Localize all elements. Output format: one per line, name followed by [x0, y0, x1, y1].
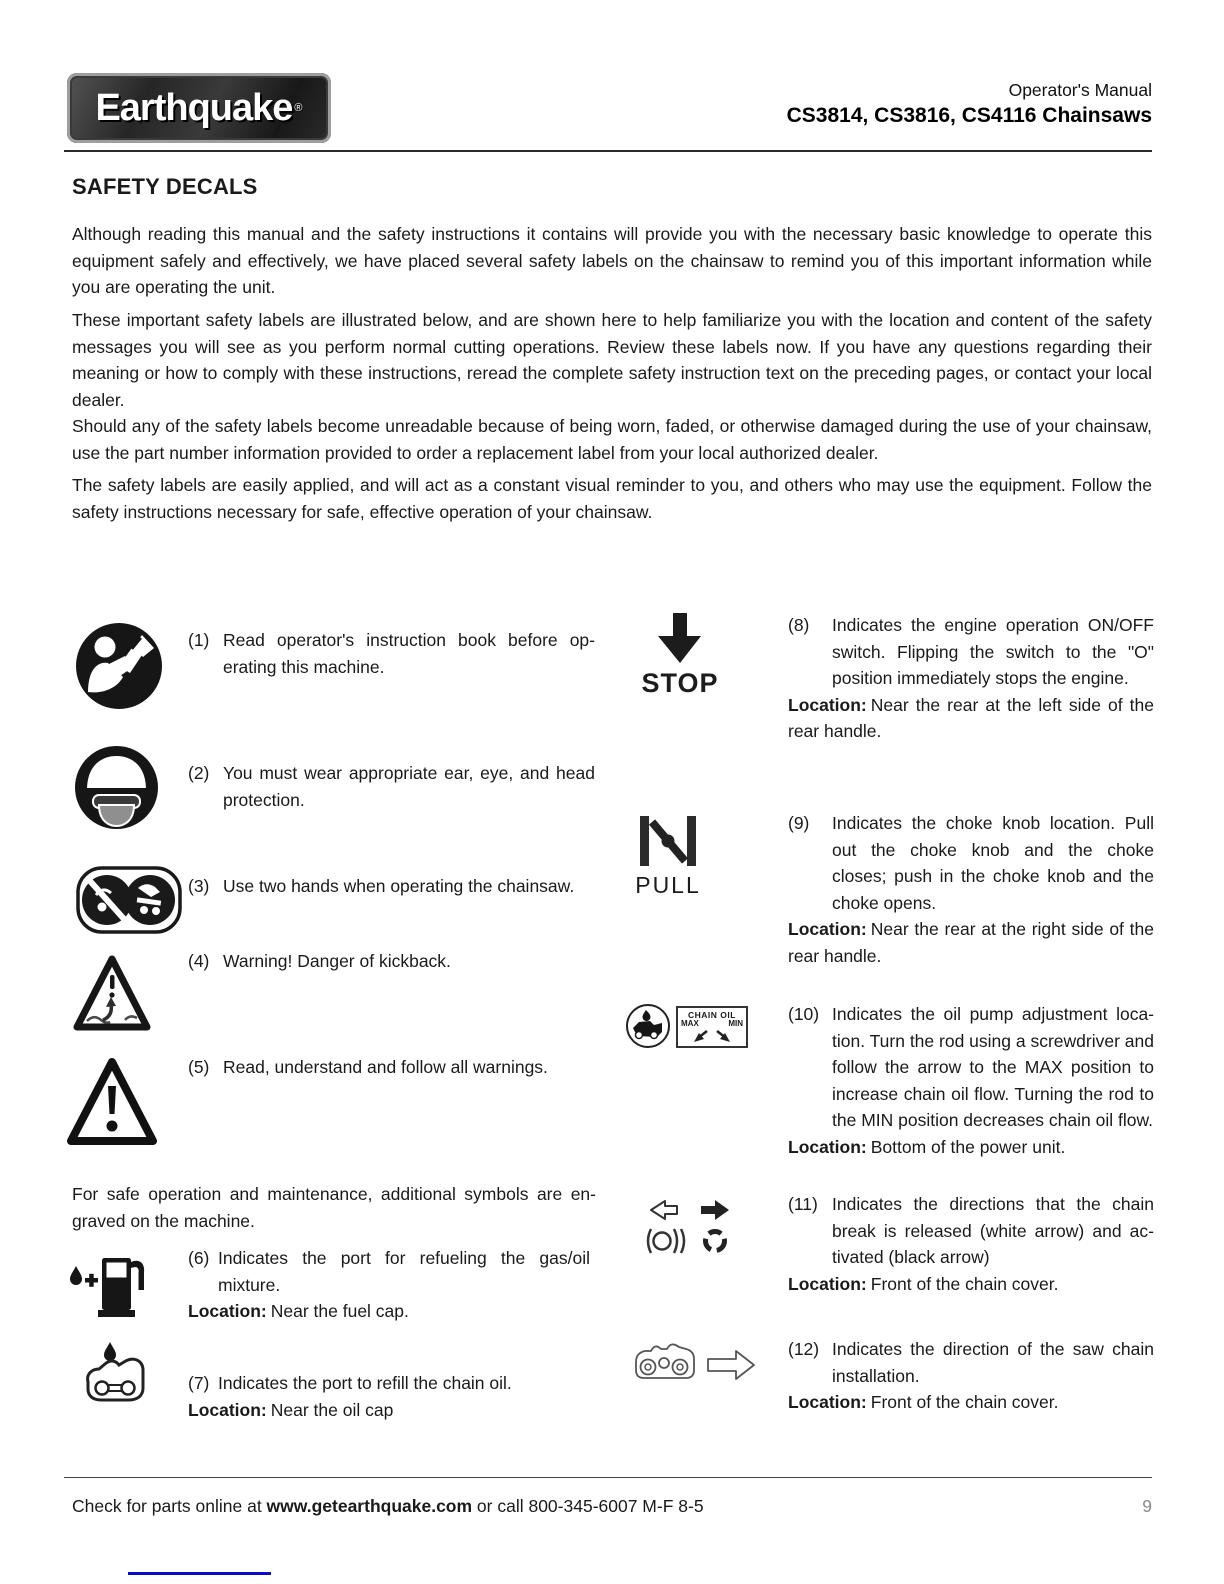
kickback-warning-icon [73, 954, 151, 1039]
location-label: Location: [788, 919, 867, 939]
safety-decal-item-8 [788, 612, 1154, 745]
item-number: (5) [188, 1057, 210, 1077]
earthquake-logo [67, 73, 331, 143]
location-text: Bottom of the power unit. [870, 1136, 1066, 1157]
chain-direction-icon [630, 1340, 762, 1397]
section-title: SAFETY DECALS [72, 174, 258, 199]
intro-paragraph-2: These important safety labels are illustrated below, and are shown here to help familiarize you with the location and content of the safety messages you will see as you perform normal cutting operations. Review these labels now. If you have any questions regarding their meaning or how to comply with these instructions, reread the complete safety instruction text on the preceding pages, or contact your local dealer. [72, 310, 1152, 410]
location-label: Location: [188, 1301, 267, 1321]
location-text: Near the oil cap [270, 1399, 394, 1420]
stop-switch-icon [638, 612, 722, 699]
header-right [787, 80, 1152, 128]
item-number: (7) [188, 1373, 210, 1393]
safety-decal-item-9 [788, 810, 1154, 969]
item-number: (10) [788, 1004, 820, 1024]
two-hands-icon [76, 866, 182, 939]
oil-adjust-arrows-icon [692, 1030, 732, 1044]
item-number: (9) [788, 813, 810, 833]
chain-oil-label-box [676, 1006, 748, 1048]
item-number: (6) [188, 1248, 210, 1268]
intro-paragraph-4: The safety labels are easily applied, and will act as a constant visual reminder to you, and others who may use the equipment. Follow the safety instructions necessary for safe, effective operation of your chainsaw. [72, 475, 1152, 522]
item-text: You must wear appropriate ear, eye, and head protection. [223, 763, 595, 810]
safety-decal-item-11 [788, 1191, 1154, 1297]
choke-knob-icon [640, 816, 696, 866]
location-text: Near the fuel cap. [270, 1301, 409, 1321]
stop-label: STOP [641, 668, 719, 698]
chain-oil-min-label: MIN [728, 1019, 743, 1028]
location-label: Location: [188, 1399, 267, 1420]
chain-oil-max-label: MAX [681, 1019, 699, 1028]
fuel-port-icon [68, 1254, 148, 1325]
safety-decal-item-3 [188, 873, 608, 900]
item-text: Indicates the port to refill the chain oil. [218, 1373, 512, 1393]
footer-text-prefix: Check for parts online at [72, 1496, 267, 1516]
item-number: (4) [188, 951, 210, 971]
item-text: Indicates the choke knob location. Pull out the choke knob and the choke closes; push in the choke knob and the choke opens. [832, 813, 1154, 913]
safety-decal-item-1 [188, 627, 595, 680]
location-text: Front of the chain cover. [870, 1392, 1059, 1412]
item-number: (3) [188, 876, 210, 896]
ppe-icon [74, 745, 159, 835]
model-list: CS3814, CS3816, CS4116 Chainsaws [786, 104, 1152, 127]
intro-paragraph-1: Although reading this manual and the safety instructions it contains will provide you with the necessary basic knowledge to operate this equipment safely and effectively, we have placed several safety labels on the chainsaw to remind you of this important information while you are operating the unit. [72, 224, 1152, 297]
footer-divider [64, 1477, 1152, 1478]
item-text: Indicates the oil pump adjustment location. Turn the rod using a screwdriver and follow the arrow to the MAX position to increase chain oil flow. Turning the rod to the MIN position decreases chain oil flow. [832, 1004, 1154, 1130]
item-number: (8) [788, 615, 810, 635]
chain-brake-icon [644, 1196, 734, 1265]
safety-decal-item-2 [188, 760, 595, 813]
item-text: Indicates the engine operation ON/OFF switch. Flipping the switch to the "O" position immediately stops the engine. [832, 615, 1154, 688]
registered-mark-icon: ® [294, 102, 303, 114]
item-text: Read, understand and follow all warnings. [223, 1057, 548, 1077]
item-text: Indicates the direction of the saw chain installation. [832, 1339, 1154, 1386]
oil-pump-adjust-icon [626, 1004, 670, 1053]
item-number: (11) [788, 1194, 818, 1214]
pull-label: PULL [635, 872, 701, 898]
choke-pull-icon [636, 816, 700, 899]
manual-type-label: Operator's Manual [1008, 80, 1152, 100]
location-text: Near the rear at the left side of the rear handle. [788, 694, 1154, 741]
location-label: Location: [788, 694, 867, 715]
safety-decal-item-6 [188, 1245, 590, 1325]
stop-arrow-icon [657, 612, 703, 664]
header-divider [64, 150, 1152, 152]
location-label: Location: [788, 1273, 867, 1294]
logo-text: Earthquake [95, 86, 293, 129]
location-label: Location: [788, 1136, 867, 1157]
item-number: (1) [188, 630, 210, 650]
safety-decal-item-10 [788, 1001, 1154, 1160]
read-manual-icon [75, 622, 163, 715]
link-underline [128, 1572, 271, 1575]
safety-decal-item-4 [188, 948, 595, 975]
safety-decal-item-7 [188, 1370, 608, 1423]
intro-paragraph-3: Should any of the safety labels become unreadable because of being worn, faded, or otherwise damaged during the use of your chainsaw, use the part number information provided to order a replacement label from your local authorized dealer. [72, 416, 1152, 463]
item-text: Indicates the directions that the chain break is released (white arrow) and activated (black arrow) [832, 1194, 1154, 1267]
item-text: Use two hands when operating the chainsaw. [223, 876, 575, 896]
footer-text-suffix: or call 800-345-6007 M-F 8-5 [472, 1496, 704, 1516]
page-number: 9 [1142, 1496, 1152, 1516]
chain-oil-port-icon [84, 1340, 148, 1419]
footer-note [72, 1496, 704, 1517]
item-text: Indicates the port for refueling the gas/oil mixture. [218, 1248, 590, 1295]
item-text: Warning! Danger of kickback. [223, 951, 451, 971]
item-text: Read operator's instruction book before operating this machine. [223, 630, 595, 677]
item-number: (2) [188, 763, 210, 783]
location-text: Near the rear at the right side of the rear handle. [788, 919, 1154, 966]
item-number: (12) [788, 1339, 820, 1359]
location-text: Front of the chain cover. [870, 1273, 1059, 1294]
website-link[interactable]: www.getearthquake.com [266, 1496, 473, 1516]
warning-triangle-icon [67, 1056, 157, 1155]
location-label: Location: [788, 1392, 867, 1412]
safety-decal-item-5 [188, 1054, 595, 1081]
safety-decal-item-12 [788, 1336, 1154, 1416]
engraved-symbols-note: For safe operation and maintenance, additional symbols are engraved on the machine. [72, 1184, 596, 1231]
chain-oil-title: CHAIN OIL [688, 1010, 736, 1020]
